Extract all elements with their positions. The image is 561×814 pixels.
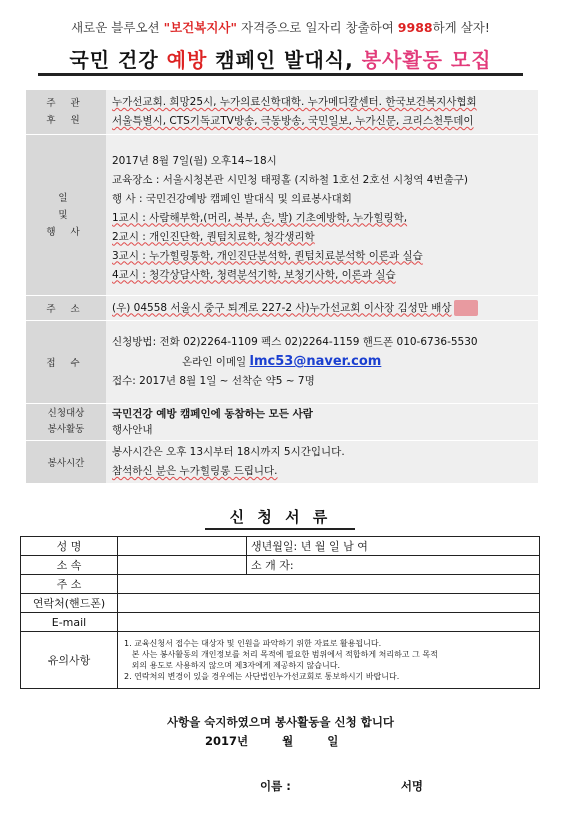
reception-value <box>106 321 538 404</box>
note-line: 1. 교육신청서 접수는 대상자 및 인원을 파악하기 위한 자료로 활용됩니다. <box>124 639 382 648</box>
organizer-line2: 서울특별시, CTS기독교TV방송, 극동방송, 국민일보, 누가신문, 크리스천투데이 <box>112 115 474 127</box>
form-row-affiliation <box>21 556 540 575</box>
title-underline <box>38 73 523 76</box>
address-text: (우) 04558 서울시 중구 퇴계로 227-2 사)누가선교회 이사장 김성만 배상 <box>112 301 452 314</box>
schedule-period4: 4교시 : 청각상담사학, 청력분석기학, 보청기사학, 이론과 실습 <box>112 268 396 281</box>
seal-stamp <box>454 300 478 316</box>
phone-label: 연락처(핸드폰) <box>21 594 118 613</box>
schedule-value <box>106 135 538 296</box>
application-title-underline <box>205 528 355 530</box>
form-row-address <box>21 575 540 594</box>
schedule-period1: 1교시 : 사람해부학,(머리, 복부, 손, 발) 기초예방학, 누가힐링학, <box>112 211 408 224</box>
affiliation-field[interactable] <box>118 556 247 575</box>
reception-period: 접수: 2017년 8월 1일 ~ 선착순 약5 ~ 7명 <box>112 375 315 387</box>
date-day: 일 <box>327 734 339 748</box>
affiliation-label: 소 속 <box>21 556 118 575</box>
schedule-label: 일 및 행 사 <box>26 135 106 296</box>
notes-label: 유의사항 <box>21 632 118 689</box>
phone-field[interactable] <box>118 594 540 613</box>
service-time-note: 참석하신 분은 누가힐링롱 드립니다. <box>112 465 278 477</box>
signature-line <box>260 778 423 794</box>
service-time-text: 봉사시간은 오후 13시부터 18시까지 5시간입니다. <box>112 446 345 458</box>
target-value <box>106 404 538 441</box>
date-year: 2017년 <box>205 734 249 748</box>
address-label: 주 소 <box>26 296 106 321</box>
organizer-label: 주 관 후 원 <box>26 90 106 135</box>
name-label: 성 명 <box>21 537 118 556</box>
target-label: 신청대상 봉사활동 <box>26 404 106 441</box>
slogan-highlight: "보건복지사" <box>163 20 237 35</box>
email-label: E-mail <box>21 613 118 632</box>
organizer-row <box>26 90 538 135</box>
note-line: 외의 용도로 사용하지 않으며 제3자에게 제공하지 않습니다. <box>124 661 340 670</box>
form-row-email <box>21 613 540 632</box>
application-date <box>205 733 338 749</box>
target-row <box>26 404 538 441</box>
signature-label[interactable]: 서명 <box>400 779 424 793</box>
reception-contact: 신청방법: 전화 02)2264-1109 펙스 02)2264-1159 핸드폰 010-6736-5530 <box>112 336 478 348</box>
title-part3: 캠페인 발대식, <box>207 48 362 72</box>
form-row-name <box>21 537 540 556</box>
signer-name-label: 이름 : <box>260 779 291 793</box>
title-part4: 봉사활동 모집 <box>361 48 492 72</box>
organizer-line1: 누가선교회. 희망25시, 누가의료신학대학. 누가메디칼센터. 한국보건복지사협회 <box>112 96 477 108</box>
form-row-notes <box>21 632 540 689</box>
service-time-value <box>106 441 538 484</box>
email-field[interactable] <box>118 613 540 632</box>
reception-email-link[interactable]: lmc53@naver.com <box>249 354 382 369</box>
schedule-period3: 3교시 : 누가힐링통학, 개인진단분석학, 퀀텀치료분석학 이론과 실습 <box>112 249 423 262</box>
slogan-text: 새로운 블루오션 <box>71 20 164 35</box>
schedule-event: 행 사 : 국민건강예방 캠페인 발대식 및 의료봉사대회 <box>112 192 352 205</box>
slogan-number: 9988 <box>397 20 433 35</box>
schedule-date: 2017년 8월 7일(월) 오후14~18시 <box>112 154 277 167</box>
form-row-phone <box>21 594 540 613</box>
notes-content <box>118 632 540 689</box>
slogan-text-mid: 자격증으로 일자리 창출하여 <box>237 20 398 35</box>
note-line: 본 사는 봉사활동의 개인정보를 처리 목적에 필요한 범위에서 적합하게 처리하고 그 목적 <box>124 650 438 659</box>
slogan <box>0 18 561 36</box>
reception-row <box>26 321 538 404</box>
title-part1: 국민 건강 <box>69 48 167 72</box>
target-text: 국민건강 예방 캠페인에 동참하는 모든 사람 <box>112 408 313 420</box>
note-line: 2. 연락처의 변경이 있을 경우에는 사단법인누가선교회로 통보하시기 바랍니다. <box>124 672 400 681</box>
reception-label: 접 수 <box>26 321 106 404</box>
event-guide-text: 행사안내 <box>112 424 153 436</box>
birthdate-field[interactable]: 생년월일: 년 월 일 남 여 <box>247 537 540 556</box>
organizer-value <box>106 90 538 135</box>
introducer-field[interactable]: 소 개 자: <box>247 556 540 575</box>
address-field[interactable] <box>118 575 540 594</box>
schedule-venue: 교육장소 : 서울시청본관 시민청 태평홀 (지하철 1호선 2호선 시청역 4번출구) <box>112 173 468 186</box>
schedule-period2: 2교시 : 개인진단학, 퀀텀치료학, 청각생리학 <box>112 230 315 243</box>
reception-email-line <box>112 352 532 372</box>
reception-email-label: 온라인 이메일 <box>182 356 250 368</box>
address-value <box>106 296 538 321</box>
service-time-label: 봉사시간 <box>26 441 106 484</box>
address-row <box>26 296 538 321</box>
service-time-row <box>26 441 538 484</box>
slogan-text-end: 하게 살자! <box>432 20 490 35</box>
application-form-title: 신 청 서 류 <box>229 508 332 526</box>
page-title <box>0 44 561 73</box>
date-month: 월 <box>282 734 294 748</box>
event-info-table <box>26 90 538 484</box>
schedule-row <box>26 135 538 296</box>
name-field[interactable] <box>118 537 247 556</box>
application-form-table <box>20 536 540 689</box>
closing-statement: 사항을 숙지하였으며 봉사활동을 신청 합니다 <box>166 715 395 729</box>
form-address-label: 주 소 <box>21 575 118 594</box>
title-part2: 예방 <box>166 48 208 72</box>
